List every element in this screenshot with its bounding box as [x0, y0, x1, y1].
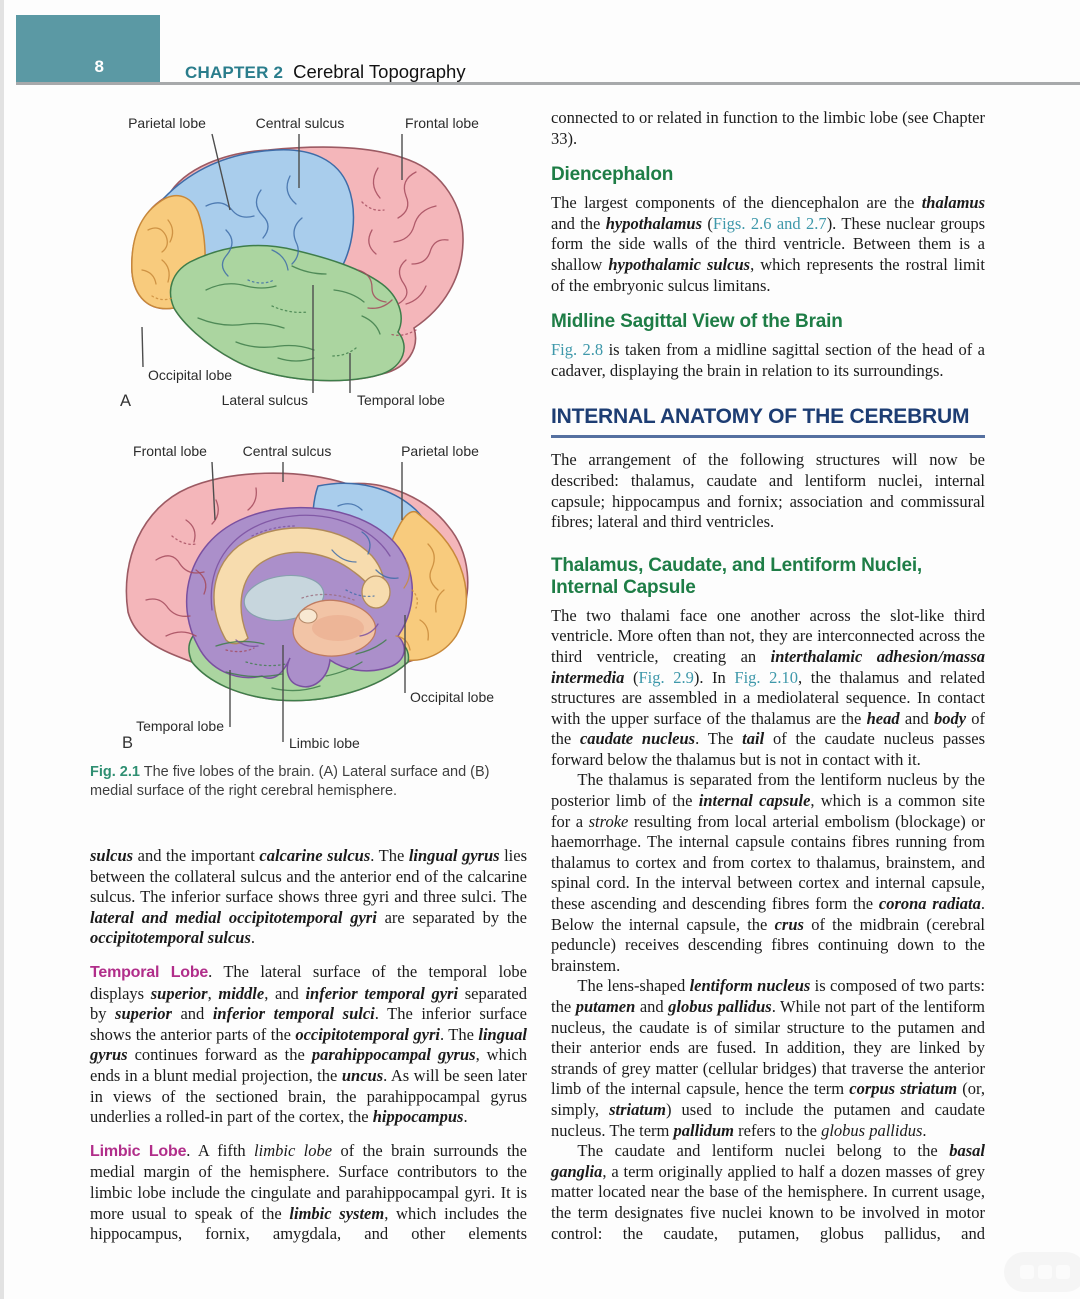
right-text-column [551, 108, 985, 1244]
brain-lateral-diagram [76, 110, 524, 414]
text-segment: , the thalamus and related structures are assembled in a mediolateral sequence. In contact with the upper surface of the thalamus are the [551, 667, 986, 728]
text-segment: inferior temporal sulci [212, 1004, 375, 1024]
text-segment: . The lateral surface of the temporal lobe displays [90, 961, 527, 1003]
paragraph [551, 450, 985, 532]
text-segment: occipitotemporal sulcus [90, 928, 251, 948]
text-segment: . A fifth [186, 1140, 255, 1160]
text-segment: of the midbrain (cerebral peduncle) receives descending fibres continuing down to the brainstem. [551, 914, 986, 975]
paragraph-temporal-lobe [90, 962, 527, 1128]
text-segment: uncus [341, 1065, 384, 1085]
leader-line [142, 327, 143, 367]
text-segment: stroke [588, 811, 629, 831]
text-segment: . [463, 1107, 468, 1127]
watermark-glyph [1020, 1265, 1034, 1279]
text-segment: ). These nuclear groups form the side walls of the third ventricle. Between them is a shallow [551, 213, 986, 274]
text-segment: separated by [90, 983, 527, 1024]
text-segment: ( [624, 667, 639, 687]
text-segment: basal ganglia [551, 1141, 985, 1181]
figure-caption [90, 763, 534, 801]
text-segment: and [635, 997, 669, 1016]
text-segment: hippocampus [372, 1107, 464, 1127]
text-segment: lateral and medial occipitotemporal gyri [90, 907, 377, 927]
text-segment: globus pallidus [821, 1120, 923, 1140]
left-text-column [90, 846, 527, 1245]
heading-midline-sagittal: Midline Sagittal View of the Brain [551, 311, 843, 333]
paragraph-limbic-lobe [90, 1141, 527, 1245]
text-segment: of the caudate nucleus passes forward below the thalamus but is not in contact with it. [551, 729, 985, 769]
figure-reference-link[interactable]: Fig. 2.10 [734, 667, 799, 687]
text-segment: (or, simply, [551, 1079, 985, 1119]
text-segment: tail [742, 729, 765, 749]
text-segment: The two thalami face one another across the slot-like third ventricle. More often than not, they are interconnected across the third ventricle, creating an [551, 605, 985, 666]
label-central-sulcus: Central sulcus [255, 115, 345, 131]
paragraph [551, 770, 985, 976]
text-segment: lingual gyrus [408, 846, 500, 865]
text-segment: corpus striatum [849, 1079, 958, 1099]
label-occipital-lobe: Occipital lobe [148, 367, 233, 383]
label-frontal-lobe: Frontal lobe [405, 115, 479, 131]
text-segment: and [899, 708, 934, 728]
label-parietal-lobe: Parietal lobe [401, 443, 479, 459]
chapter-label: CHAPTER 2 [185, 63, 284, 82]
text-segment: lingual gyrus [90, 1024, 527, 1065]
text-segment: , which ends in a blunt medial projection, the [90, 1045, 527, 1085]
paragraph [551, 976, 985, 1141]
text-segment: corona radiata [878, 894, 981, 914]
brain-medial-diagram [76, 440, 524, 756]
text-segment: . [922, 1120, 927, 1140]
text-segment: internal capsule [698, 791, 811, 811]
label-limbic-lobe: Limbic lobe [289, 735, 360, 751]
label-central-sulcus: Central sulcus [242, 443, 332, 459]
label-temporal-lobe: Temporal lobe [136, 718, 224, 734]
label-occipital-lobe: Occipital lobe [410, 689, 495, 705]
figure-caption-text: The five lobes of the brain. (A) Lateral surface and (B) medial surface of the right cerebral hemisphere. [90, 764, 490, 799]
text-segment: are separated by the [376, 907, 527, 927]
label-temporal-lobe: Temporal lobe [357, 392, 445, 408]
text-segment: middle [218, 983, 265, 1003]
heading-thalamus-caudate: Thalamus, Caudate, and Lentiform Nuclei, Internal Capsule [551, 554, 923, 598]
figure-reference-link[interactable]: Figs. 2.6 and 2.7 [712, 213, 827, 233]
text-segment: hypothalamic sulcus [608, 254, 751, 274]
text-segment: hypothalamus [605, 213, 703, 233]
text-segment: sulcus [90, 846, 134, 865]
text-segment: and [171, 1004, 213, 1024]
text-segment: , which is a common site for a [551, 791, 985, 831]
text-segment: ) used to include the putamen and caudate nucleus. The term [551, 1099, 985, 1140]
text-segment: occipitotemporal gyri [295, 1024, 441, 1044]
text-segment: , which includes the hippocampus, fornix, amygdala, and other elements [90, 1203, 527, 1244]
label-frontal-lobe: Frontal lobe [133, 443, 207, 459]
watermark-glyph [1056, 1265, 1070, 1279]
figure-reference-link[interactable]: Fig. 2.8 [551, 340, 604, 360]
panel-letter-b: B [122, 734, 134, 752]
text-segment: body [933, 708, 967, 728]
watermark-badge [1004, 1252, 1080, 1292]
text-segment: refers to the [734, 1120, 822, 1140]
runin-heading: Limbic Lobe [90, 1142, 187, 1160]
paragraph [551, 193, 985, 296]
page-number: 8 [94, 57, 104, 76]
text-segment: ). In [693, 667, 735, 687]
text-segment: is composed of two parts: the [551, 976, 986, 1016]
text-segment: pallidum [673, 1120, 735, 1140]
text-segment: . Below the internal capsule, the [551, 894, 985, 934]
text-segment: . [250, 928, 255, 948]
text-segment: lies between the collateral sulcus and the anterior end of the calcarine sulcus. The inferior surface shows three gyri and three sulci. The [90, 846, 527, 907]
text-segment: globus pallidus [668, 997, 772, 1016]
text-segment: , a term originally applied to half a dozen masses of grey matter located near the base of the hemisphere. In current usage, the term designates five nuclei known to be involved in motor control: the caudate, putamen, globus pallidus, and [551, 1161, 985, 1243]
text-segment: The lens-shaped [577, 976, 690, 996]
label-lateral-sulcus: Lateral sulcus [221, 392, 308, 408]
text-segment: The caudate and lentiform nuclei belong to the [577, 1141, 950, 1161]
text-segment: of the brain surrounds the medial margin of the hemisphere. Surface contributors to the limbic lobe include the cingulate and parahippocampal gyri. It is more usual to speak of the [90, 1140, 527, 1223]
text-segment: . The [440, 1024, 479, 1044]
watermark-glyph [1038, 1265, 1052, 1279]
text-segment: striatum [609, 1099, 666, 1119]
paragraph [551, 340, 985, 381]
text-segment: of the [551, 708, 985, 749]
paragraph [551, 1141, 985, 1244]
text-segment: putamen [575, 997, 636, 1016]
runin-heading: Temporal Lobe [90, 963, 209, 981]
text-segment: connected to or related in function to the limbic lobe (see Chapter 33). [551, 108, 985, 148]
text-segment: lentiform nucleus [689, 976, 811, 996]
panel-letter-a: A [120, 392, 132, 410]
text-segment: ( [702, 213, 713, 233]
thalamus-shade [312, 615, 364, 641]
text-segment: . While not part of the lentiform nucleus, the caudate is of similar structure to the putamen and their anterior ends are fused. In addition, they are linked by strands of grey matter (cellular bridges) that traverse the anterior limb of the internal capsule, hence the term [551, 997, 985, 1099]
text-segment: , [207, 983, 219, 1003]
text-segment: The arrangement of the following structures will now be described: thalamus, caudate and lentiform nuclei, internal capsule; hippocampus and fornix; association and commissural fibres; lateral and third ventricles. [551, 450, 985, 532]
paragraph [90, 846, 527, 949]
chapter-title: Cerebral Topography [293, 61, 466, 82]
text-segment: thalamus [921, 193, 985, 213]
text-segment: interthalamic adhesion/massa intermedia [551, 646, 985, 687]
text-segment: , and [264, 983, 306, 1003]
text-segment: calcarine sulcus [259, 846, 371, 865]
text-segment: and the [551, 213, 606, 233]
text-segment: inferior temporal gyri [305, 983, 459, 1003]
text-segment: superior [150, 983, 208, 1003]
splenium [362, 576, 390, 608]
page-edge-shadow [0, 0, 4, 1299]
text-segment: caudate nucleus [579, 729, 696, 749]
figure-caption-label: Fig. 2.1 [90, 764, 140, 780]
heading-internal-anatomy: INTERNAL ANATOMY OF THE CEREBRUM [551, 405, 985, 438]
text-segment: . The inferior surface shows the anterior parts of the [90, 1004, 527, 1044]
text-segment: . As will be seen later in views of the sectioned brain, the parahippocampal gyrus underlies a rolled-in part of the cortex, the [90, 1065, 528, 1127]
text-segment: limbic system [289, 1203, 385, 1223]
paragraph [551, 606, 985, 771]
text-segment: The largest components of the diencephalon are the [551, 193, 922, 213]
text-segment: superior [115, 1004, 172, 1024]
label-parietal-lobe: Parietal lobe [128, 115, 206, 131]
text-segment: . The [370, 846, 409, 865]
text-segment: limbic lobe [254, 1140, 333, 1160]
text-segment: crus [774, 914, 804, 934]
header-rule [16, 82, 1080, 85]
text-segment: . The [695, 729, 743, 749]
running-header [185, 61, 466, 83]
text-segment: The thalamus is separated from the lentiform nucleus by the posterior limb of the [551, 770, 985, 811]
figure-reference-link[interactable]: Fig. 2.9 [638, 667, 694, 687]
text-segment: head [866, 708, 900, 728]
interthalamic-adhesion [299, 609, 317, 623]
text-segment: parahippocampal gyrus [311, 1045, 476, 1065]
text-segment: is taken from a midline sagittal section of the head of a cadaver, displaying the brain in relation to its surroundings. [551, 340, 985, 380]
text-segment: , which represents the rostral limit of the embryonic sulcus limitans. [551, 254, 985, 295]
heading-diencephalon: Diencephalon [551, 164, 674, 186]
text-segment: resulting from local arterial embolism (blockage) or haemorrhage. The internal capsule contains fibres running from thalamus to cortex and from cortex to thalamus, brainstem, and spinal cord. In the interval between cortex and internal capsule, these ascending and descending fibres form the [551, 811, 985, 914]
page-number-tab [16, 15, 160, 83]
text-segment: and the important [133, 846, 260, 865]
text-segment: continues forward as the [127, 1045, 312, 1065]
paragraph [551, 108, 985, 149]
